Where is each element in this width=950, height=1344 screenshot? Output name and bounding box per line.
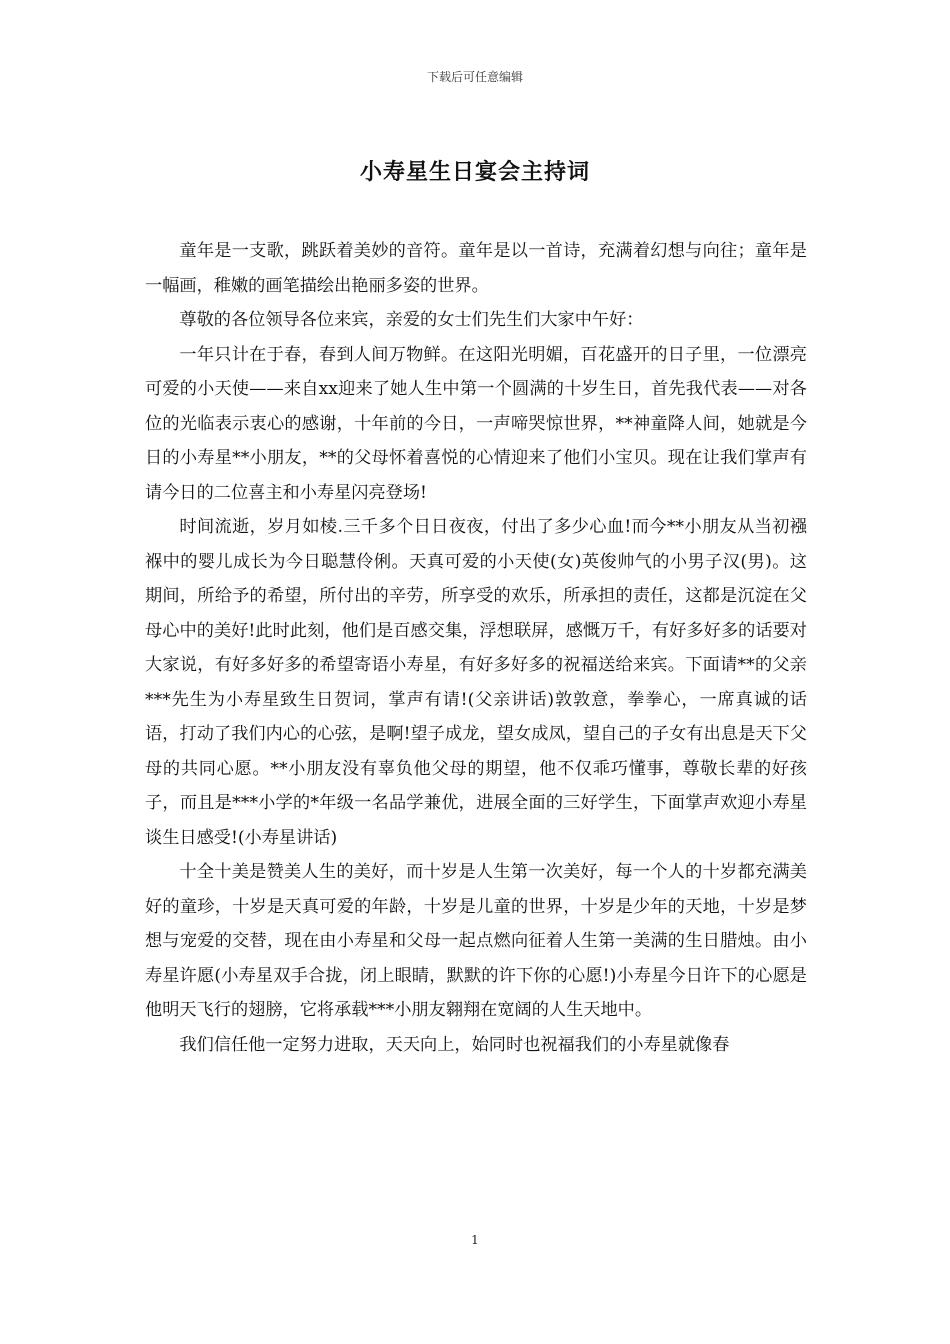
paragraph: 童年是一支歌，跳跃着美妙的音符。童年是以一首诗，充满着幻想与向往；童年是一幅画，稚嫩的画笔描绘出艳丽多姿的世界。	[145, 241, 807, 296]
paragraph: 十全十美是赞美人生的美好，而十岁是人生第一次美好，每一个人的十岁都充满美好的童珍，十岁是天真可爱的年龄，十岁是儿童的世界，十岁是少年的天地，十岁是梦想与宠爱的交替，现在由小寿星和父母一起点燃向征着人生第一美满的生日腊烛。由小寿星许愿(小寿星双手合拢，闭上眼睛，默默的许下你的心愿!)小寿星今日许下的心愿是他明天飞行的翅膀，它将承载***小朋友翱翔在宽阔的人生天地中。	[145, 862, 807, 1020]
paragraph: 尊敬的各位领导各位来宾，亲爱的女士们先生们大家中午好：	[179, 310, 644, 330]
paragraph: 我们信任他一定努力进取，天天向上，始同时也祝福我们的小寿星就像春	[179, 1034, 730, 1055]
document-title: 小寿星生日宴会主持词	[359, 159, 590, 185]
page-number: 1	[471, 1233, 479, 1247]
paragraph: 时间流逝，岁月如棱.三千多个日日夜夜，付出了多少心血!而今**小朋友从当初襁褓中的婴儿成长为今日聪慧伶俐。天真可爱的小天使(女)英俊帅气的小男子汉(男)。这期间，所给予的希望，所付出的辛劳，所享受的欢乐，所承担的责任，这都是沉淀在父母心中的美好!此时此刻，他们是百感交集，浮想联屏，感慨万千，有好多好多的话要对大家说，有好多好多的希望寄语小寿星，有好多好多的祝福送给来宾。下面请**的父亲***先生为小寿星致生日贺词，掌声有请!(父亲讲话)敦敦意，拳拳心，一席真诚的话语，打动了我们内心的心弦，是啊!望子成龙，望女成凤，望自己的子女有出息是天下父母的共同心愿。**小朋友没有辜负他父母的期望，他不仅乖巧懂事，尊敬长辈的好孩子，而且是***小学的*年级一名品学兼优，进展全面的三好学生，下面掌声欢迎小寿星谈生日感受!(小寿星讲话)	[145, 517, 807, 848]
document-body	[145, 234, 807, 1062]
page-header: 下载后可任意编辑	[426, 70, 523, 84]
paragraph: 一年只计在于春，春到人间万物鲜。在这阳光明媚，百花盛开的日子里，一位漂亮可爱的小天使——来自xx迎来了她人生中第一个圆满的十岁生日，首先我代表——对各位的光临表示衷心的感谢，十年前的今日，一声啼哭惊世界，**神童降人间，她就是今日的小寿星**小朋友，**的父母怀着喜悦的心情迎来了他们小宝贝。现在让我们掌声有请今日的二位喜主和小寿星闪亮登场!	[145, 344, 807, 503]
